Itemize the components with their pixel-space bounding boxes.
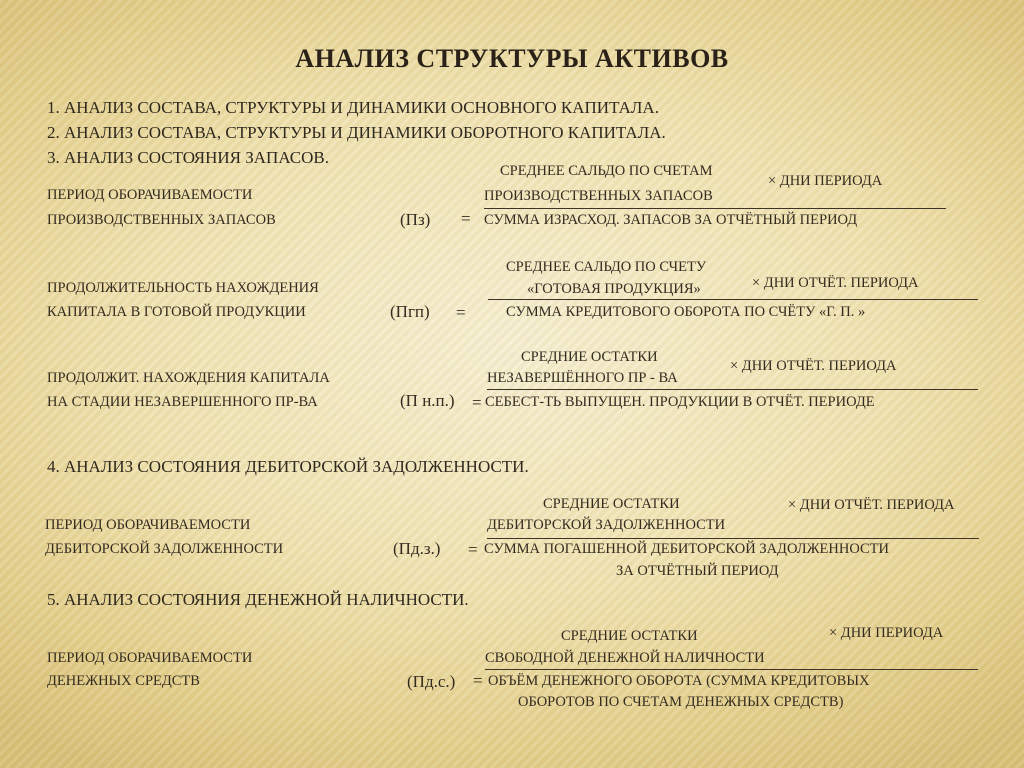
fraction-line xyxy=(487,389,978,390)
fraction-line xyxy=(485,669,978,670)
equals-sign: = xyxy=(468,540,478,559)
denominator-line2: ЗА ОТЧЁТНЫЙ ПЕРИОД xyxy=(616,563,779,579)
formula-symbol: (Пд.з.) xyxy=(393,539,441,558)
numerator-line2: ДЕБИТОРСКОЙ ЗАДОЛЖЕННОСТИ xyxy=(487,517,726,533)
formula-symbol: (Пз) xyxy=(400,210,431,229)
list-item-2: 2. АНАЛИЗ СОСТАВА, СТРУКТУРЫ И ДИНАМИКИ ОБОРОТНОГО КАПИТАЛА. xyxy=(47,123,666,142)
numerator-line1: СРЕДНИЕ ОСТАТКИ xyxy=(521,349,658,365)
multiplier: × ДНИ ПЕРИОДА xyxy=(829,625,944,641)
multiplier: × ДНИ ОТЧЁТ. ПЕРИОДА xyxy=(752,275,919,291)
denominator-line2: ОБОРОТОВ ПО СЧЕТАМ ДЕНЕЖНЫХ СРЕДСТВ) xyxy=(518,694,844,710)
formula-name-line2: ДЕНЕЖНЫХ СРЕДСТВ xyxy=(47,673,200,689)
formula-name-line2: ДЕБИТОРСКОЙ ЗАДОЛЖЕННОСТИ xyxy=(45,541,284,557)
equals-sign: = xyxy=(472,393,482,412)
multiplier: × ДНИ ОТЧЁТ. ПЕРИОДА xyxy=(730,358,897,374)
denominator-line1: СЕБЕСТ-ТЬ ВЫПУЩЕН. ПРОДУКЦИИ В ОТЧЁТ. ПЕРИОДЕ xyxy=(485,394,875,410)
equals-sign: = xyxy=(461,209,471,228)
numerator-line2: ПРОИЗВОДСТВЕННЫХ ЗАПАСОВ xyxy=(484,188,713,204)
denominator-line1: ОБЪЁМ ДЕНЕЖНОГО ОБОРОТА (СУММА КРЕДИТОВЫХ xyxy=(488,673,870,689)
formula-symbol: (П н.п.) xyxy=(400,391,455,410)
formula-symbol: (Пгп) xyxy=(390,302,430,321)
formula-name-line2: ПРОИЗВОДСТВЕННЫХ ЗАПАСОВ xyxy=(47,212,276,228)
formula-name-line1: ПРОДОЛЖИТ. НАХОЖДЕНИЯ КАПИТАЛА xyxy=(47,370,330,386)
formula-name-line1: ПЕРИОД ОБОРАЧИВАЕМОСТИ xyxy=(47,187,253,203)
numerator-line1: СРЕДНЕЕ САЛЬДО ПО СЧЕТУ xyxy=(506,259,707,275)
numerator-line1: СРЕДНЕЕ САЛЬДО ПО СЧЕТАМ xyxy=(500,163,713,179)
formula-symbol: (Пд.с.) xyxy=(407,672,456,691)
list-item-3: 3. АНАЛИЗ СОСТОЯНИЯ ЗАПАСОВ. xyxy=(47,148,329,167)
numerator-line2: СВОБОДНОЙ ДЕНЕЖНОЙ НАЛИЧНОСТИ xyxy=(485,650,765,666)
numerator-line1: СРЕДНИЕ ОСТАТКИ xyxy=(561,628,698,644)
fraction-line xyxy=(487,538,979,539)
denominator-line1: СУММА ПОГАШЕННОЙ ДЕБИТОРСКОЙ ЗАДОЛЖЕННОСТИ xyxy=(484,541,889,557)
formula-name-line2: НА СТАДИИ НЕЗАВЕРШЕННОГО ПР-ВА xyxy=(47,394,318,410)
numerator-line1: СРЕДНИЕ ОСТАТКИ xyxy=(543,496,680,512)
formula-name-line1: ПЕРИОД ОБОРАЧИВАЕМОСТИ xyxy=(47,650,253,666)
equals-sign: = xyxy=(473,671,483,690)
numerator-line2: НЕЗАВЕРШЁННОГО ПР - ВА xyxy=(487,370,678,386)
denominator-line1: СУММА ИЗРАСХОД. ЗАПАСОВ ЗА ОТЧЁТНЫЙ ПЕРИОД xyxy=(484,212,858,228)
list-item-4: 4. АНАЛИЗ СОСТОЯНИЯ ДЕБИТОРСКОЙ ЗАДОЛЖЕННОСТИ. xyxy=(47,457,529,476)
multiplier: × ДНИ ПЕРИОДА xyxy=(768,173,883,189)
page-title: АНАЛИЗ СТРУКТУРЫ АКТИВОВ xyxy=(295,44,729,73)
denominator-line1: СУММА КРЕДИТОВОГО ОБОРОТА ПО СЧЁТУ «Г. П. » xyxy=(506,304,866,320)
equals-sign: = xyxy=(456,303,466,322)
formula-name-line2: КАПИТАЛА В ГОТОВОЙ ПРОДУКЦИИ xyxy=(47,304,306,320)
list-item-1: 1. АНАЛИЗ СОСТАВА, СТРУКТУРЫ И ДИНАМИКИ ОСНОВНОГО КАПИТАЛА. xyxy=(47,98,659,117)
formula-name-line1: ПЕРИОД ОБОРАЧИВАЕМОСТИ xyxy=(45,517,251,533)
fraction-line xyxy=(488,299,978,300)
formula-name-line1: ПРОДОЛЖИТЕЛЬНОСТЬ НАХОЖДЕНИЯ xyxy=(47,280,319,296)
numerator-line2: «ГОТОВАЯ ПРОДУКЦИЯ» xyxy=(527,281,701,297)
fraction-line xyxy=(484,208,946,209)
list-item-5: 5. АНАЛИЗ СОСТОЯНИЯ ДЕНЕЖНОЙ НАЛИЧНОСТИ. xyxy=(47,590,469,609)
multiplier: × ДНИ ОТЧЁТ. ПЕРИОДА xyxy=(788,497,955,513)
